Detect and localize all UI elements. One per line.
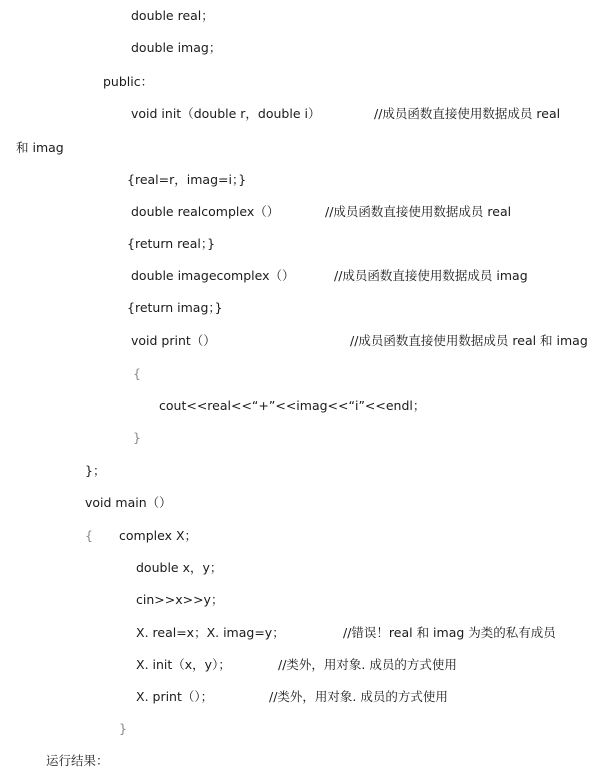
code-comment-print-call: //类外，用对象. 成员的方式使用 xyxy=(269,689,448,704)
code-line-init-decl: void init（double r，double i） xyxy=(131,106,321,121)
code-line-print-decl: void print（） xyxy=(131,333,216,348)
code-line-main-decl: void main（） xyxy=(85,495,172,510)
code-line-complex-x: complex X； xyxy=(119,528,198,543)
code-line-realcomplex-decl: double realcomplex（） xyxy=(131,204,280,219)
code-line-imagecomplex-body: {return imag；} xyxy=(127,300,223,315)
code-comment-error: //错误！real 和 imag 为类的私有成员 xyxy=(343,625,556,640)
code-line-print-call: X. print（）； xyxy=(136,689,214,704)
code-line-main-close-brace: } xyxy=(119,721,127,736)
code-line-public: public： xyxy=(103,74,154,89)
code-line-class-end: }； xyxy=(85,463,106,478)
code-line-imagecomplex-decl: double imagecomplex（） xyxy=(131,268,295,283)
code-line-double-real: double real； xyxy=(131,8,214,23)
code-line-direct-assign: X. real=x；X. imag=y； xyxy=(136,625,285,640)
code-line-double-xy: double x，y； xyxy=(136,560,223,575)
code-comment-realcomplex: //成员函数直接使用数据成员 real xyxy=(325,204,512,219)
code-comment-print: //成员函数直接使用数据成员 real 和 imag xyxy=(350,333,588,348)
code-comment-init-call: //类外，用对象. 成员的方式使用 xyxy=(278,657,457,672)
code-line-cout: cout<<real<<“+”<<imag<<“i”<<endl； xyxy=(159,398,426,413)
code-comment-init: //成员函数直接使用数据成员 real xyxy=(374,106,561,121)
code-comment-continuation: 和 imag xyxy=(16,140,64,155)
code-line-init-call: X. init（x，y）； xyxy=(136,657,231,672)
code-line-double-imag: double imag； xyxy=(131,40,222,55)
code-line-cin: cin>>x>>y； xyxy=(136,592,224,607)
code-line-init-body: {real=r，imag=i；} xyxy=(127,172,247,187)
code-line-realcomplex-body: {return real；} xyxy=(127,236,216,251)
code-line-print-close-brace: } xyxy=(133,430,141,445)
code-comment-imagecomplex: //成员函数直接使用数据成员 imag xyxy=(334,268,528,283)
code-line-print-open-brace: { xyxy=(133,366,141,381)
run-result-label: 运行结果： xyxy=(46,753,109,768)
code-line-main-open-brace: { xyxy=(85,528,93,543)
